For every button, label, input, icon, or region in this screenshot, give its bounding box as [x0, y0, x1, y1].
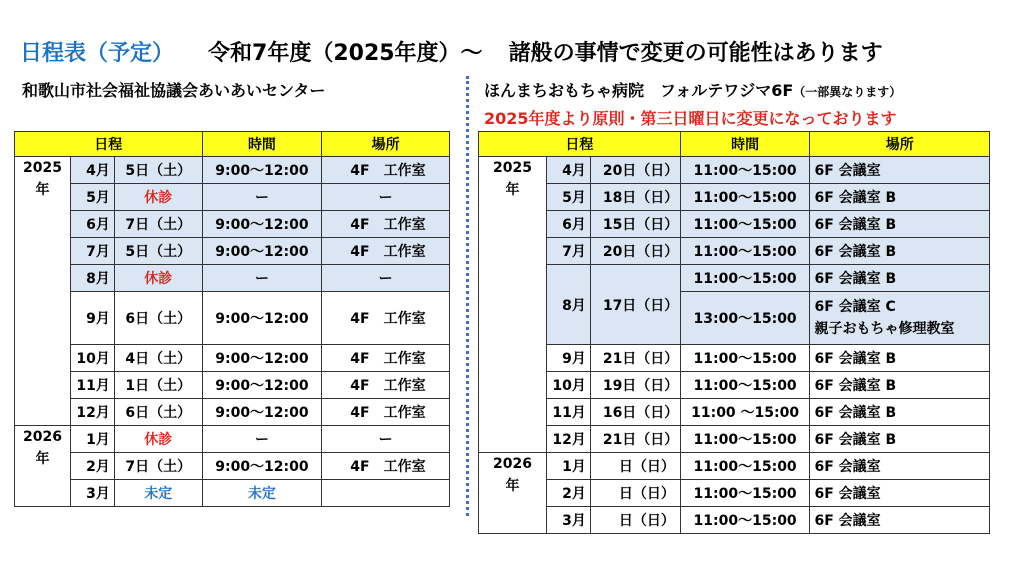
time-cell: ー — [202, 426, 322, 453]
day-cell: 20日（日） — [590, 238, 680, 265]
month-cell: 6月 — [546, 211, 590, 238]
time-cell: 11:00 ～15:00 — [680, 399, 810, 426]
table-row — [479, 426, 990, 453]
table-row — [479, 480, 990, 507]
table-header-row — [479, 132, 990, 157]
place-cell: 6F 会議室 B — [810, 426, 990, 453]
header-time: 時間 — [202, 132, 322, 157]
month-cell: 2月 — [70, 453, 114, 480]
table-row — [479, 265, 990, 292]
day-cell: 15日（日） — [590, 211, 680, 238]
place-cell: 6F 会議室 B — [810, 184, 990, 211]
year-cell-2026: 2026 年 — [479, 453, 547, 534]
table-row — [479, 399, 990, 426]
table-row — [479, 372, 990, 399]
month-cell: 11月 — [546, 399, 590, 426]
time-cell: 11:00～15:00 — [680, 372, 810, 399]
day-cell: 休診 — [114, 426, 202, 453]
table-row — [15, 399, 450, 426]
day-cell: 18日（日） — [590, 184, 680, 211]
time-cell: 11:00～15:00 — [680, 480, 810, 507]
month-cell: 7月 — [70, 238, 114, 265]
time-cell: ー — [202, 184, 322, 211]
time-cell: 11:00～15:00 — [680, 184, 810, 211]
time-cell: 未定 — [202, 480, 322, 507]
day-cell: 日（日） — [590, 480, 680, 507]
place-cell: ー — [322, 184, 450, 211]
time-cell: 9:00～12:00 — [202, 157, 322, 184]
day-cell: 未定 — [114, 480, 202, 507]
place-cell: ー — [322, 265, 450, 292]
header-place: 場所 — [322, 132, 450, 157]
table-row — [15, 426, 450, 453]
left-schedule-table — [14, 131, 450, 507]
place-cell: 6F 会議室 B — [810, 265, 990, 292]
time-cell: 11:00～15:00 — [680, 157, 810, 184]
table-row — [479, 507, 990, 534]
month-cell: 1月 — [546, 453, 590, 480]
place-cell: 4F 工作室 — [322, 372, 450, 399]
month-cell: 3月 — [70, 480, 114, 507]
day-cell: 20日（日） — [590, 157, 680, 184]
day-cell: 21日（日） — [590, 345, 680, 372]
month-cell: 12月 — [546, 426, 590, 453]
header-date: 日程 — [479, 132, 681, 157]
time-cell: 9:00～12:00 — [202, 292, 322, 345]
table-row — [15, 184, 450, 211]
month-cell: 2月 — [546, 480, 590, 507]
time-cell: 9:00～12:00 — [202, 372, 322, 399]
title-note: 諸般の事情で変更の可能性はあります — [508, 41, 883, 66]
month-cell: 8月 — [70, 265, 114, 292]
place-cell: 4F 工作室 — [322, 453, 450, 480]
table-row — [15, 211, 450, 238]
place-cell: 6F 会議室 — [810, 480, 990, 507]
time-cell: 11:00～15:00 — [680, 507, 810, 534]
month-cell: 3月 — [546, 507, 590, 534]
time-cell: 11:00～15:00 — [680, 265, 810, 292]
month-cell: 9月 — [70, 292, 114, 345]
day-cell: 5日（土） — [114, 157, 202, 184]
month-cell: 4月 — [70, 157, 114, 184]
month-cell: 5月 — [70, 184, 114, 211]
place-cell: 4F 工作室 — [322, 345, 450, 372]
month-cell: 12月 — [70, 399, 114, 426]
time-cell: 9:00～12:00 — [202, 238, 322, 265]
table-row — [479, 184, 990, 211]
left-org-name: 和歌山市社会福祉協議会あいあいセンター — [22, 81, 326, 100]
month-cell: 8月 — [546, 265, 590, 345]
table-row — [479, 453, 990, 480]
time-cell: 11:00～15:00 — [680, 426, 810, 453]
table-row — [479, 238, 990, 265]
place-cell: 4F 工作室 — [322, 238, 450, 265]
time-cell: ー — [202, 265, 322, 292]
month-cell: 10月 — [70, 345, 114, 372]
day-cell: 日（日） — [590, 507, 680, 534]
header-place: 場所 — [810, 132, 990, 157]
day-cell: 21日（日） — [590, 426, 680, 453]
day-cell: 7日（土） — [114, 211, 202, 238]
title-schedule: 日程表（予定） — [20, 41, 175, 66]
month-cell: 4月 — [546, 157, 590, 184]
place-cell: ー — [322, 426, 450, 453]
day-cell: 6日（土） — [114, 292, 202, 345]
table-row — [15, 453, 450, 480]
time-cell: 9:00～12:00 — [202, 345, 322, 372]
schedule-change-notice: 2025年度より原則・第三日曜日に変更になっております — [484, 109, 897, 128]
page-title — [20, 36, 883, 67]
place-cell-workshop: 6F 会議室 C 親子おもちゃ修理教室 — [810, 292, 990, 345]
time-cell: 11:00～15:00 — [680, 453, 810, 480]
table-row — [15, 238, 450, 265]
time-cell: 9:00～12:00 — [202, 211, 322, 238]
place-cell: 6F 会議室 B — [810, 372, 990, 399]
table-header-row — [15, 132, 450, 157]
day-cell: 6日（土） — [114, 399, 202, 426]
right-org-note: （一部異なります） — [793, 85, 902, 99]
year-cell-2025: 2025 年 — [15, 157, 71, 426]
year-cell-2025: 2025 年 — [479, 157, 547, 453]
day-cell: 17日（日） — [590, 265, 680, 345]
place-cell: 6F 会議室 — [810, 157, 990, 184]
month-cell: 6月 — [70, 211, 114, 238]
table-row — [15, 265, 450, 292]
day-cell: 1日（土） — [114, 372, 202, 399]
place-cell: 4F 工作室 — [322, 157, 450, 184]
time-cell: 11:00～15:00 — [680, 238, 810, 265]
month-cell: 1月 — [70, 426, 114, 453]
place-cell: 6F 会議室 — [810, 507, 990, 534]
time-cell: 11:00～15:00 — [680, 211, 810, 238]
time-cell: 13:00～15:00 — [680, 292, 810, 345]
header-date: 日程 — [15, 132, 203, 157]
month-cell: 5月 — [546, 184, 590, 211]
day-cell: 休診 — [114, 265, 202, 292]
table-row — [15, 157, 450, 184]
place-cell: 6F 会議室 B — [810, 345, 990, 372]
place-cell: 4F 工作室 — [322, 399, 450, 426]
day-cell: 19日（日） — [590, 372, 680, 399]
table-row — [15, 372, 450, 399]
month-cell: 7月 — [546, 238, 590, 265]
place-cell — [322, 480, 450, 507]
place-cell: 6F 会議室 B — [810, 211, 990, 238]
title-year: 令和7年度（2025年度）～ — [208, 41, 483, 66]
time-cell: 11:00～15:00 — [680, 345, 810, 372]
table-row — [15, 345, 450, 372]
place-cell: 4F 工作室 — [322, 211, 450, 238]
table-row — [15, 480, 450, 507]
year-cell-2026: 2026 年 — [15, 426, 71, 507]
header-time: 時間 — [680, 132, 810, 157]
right-schedule-table — [478, 131, 990, 534]
place-cell: 4F 工作室 — [322, 292, 450, 345]
right-org-name — [484, 78, 901, 101]
table-row — [479, 157, 990, 184]
day-cell: 4日（土） — [114, 345, 202, 372]
dotted-divider — [466, 76, 469, 516]
day-cell: 5日（土） — [114, 238, 202, 265]
day-cell: 7日（土） — [114, 453, 202, 480]
day-cell: 日（日） — [590, 453, 680, 480]
month-cell: 11月 — [70, 372, 114, 399]
time-cell: 9:00～12:00 — [202, 453, 322, 480]
month-cell: 9月 — [546, 345, 590, 372]
table-row — [479, 345, 990, 372]
place-cell: 6F 会議室 — [810, 453, 990, 480]
day-cell: 16日（日） — [590, 399, 680, 426]
time-cell: 9:00～12:00 — [202, 399, 322, 426]
place-cell: 6F 会議室 B — [810, 238, 990, 265]
right-org-label: ほんまちおもちゃ病院 フォルテワジマ6F — [484, 81, 794, 100]
table-row — [479, 211, 990, 238]
place-cell: 6F 会議室 B — [810, 399, 990, 426]
day-cell: 休診 — [114, 184, 202, 211]
table-row — [15, 292, 450, 345]
month-cell: 10月 — [546, 372, 590, 399]
